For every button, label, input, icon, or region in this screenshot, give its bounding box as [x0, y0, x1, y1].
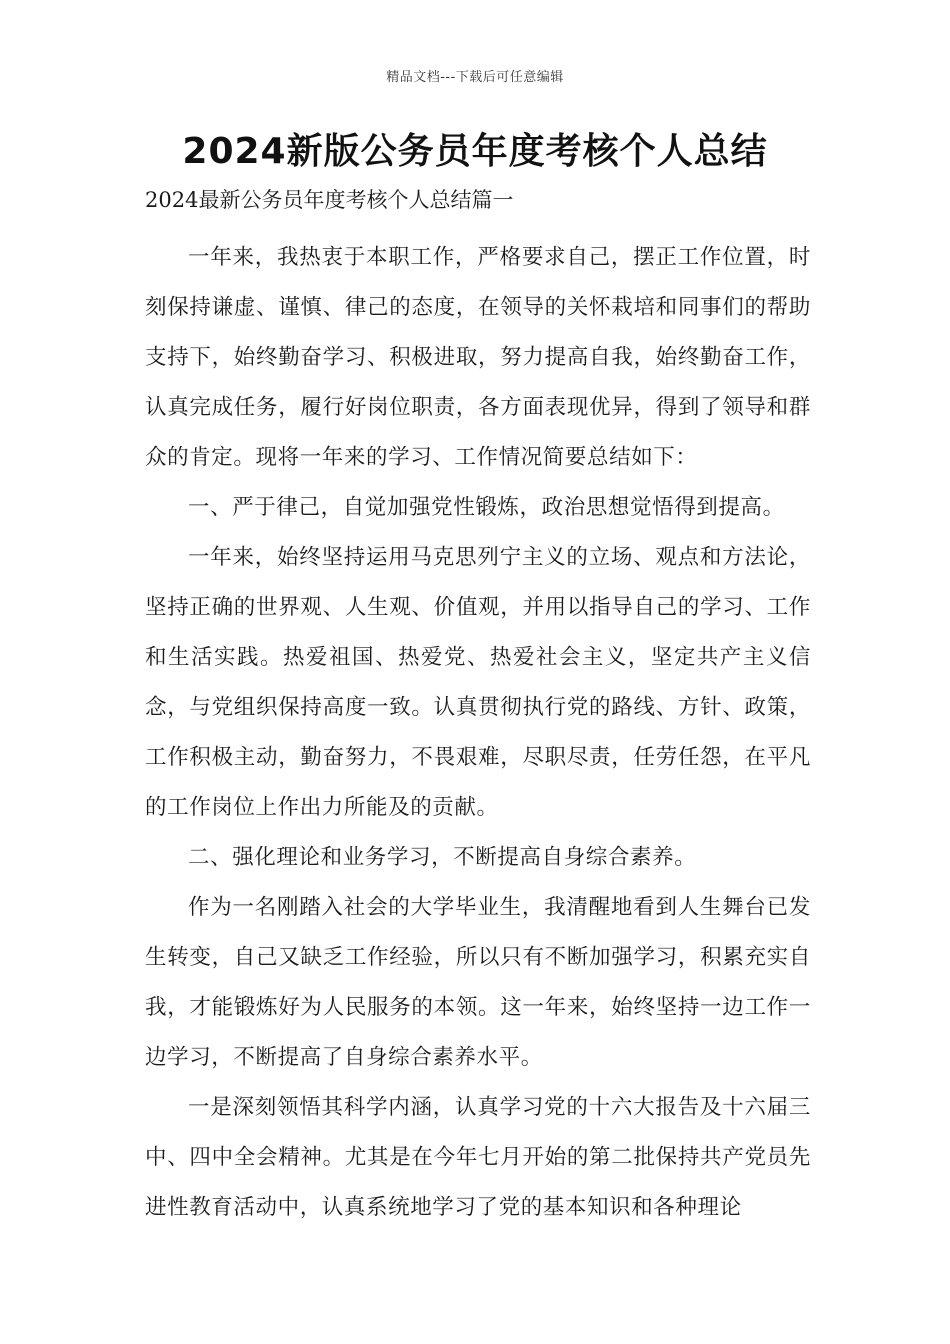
paragraph-section-2-point-1: 一是深刻领悟其科学内涵，认真学习党的十六大报告及十六届三中、四中全会精神。尤其是在今年七月开始的第二批保持共产党员先进性教育活动中，认真系统地学习了党的基本知识和各种理论 — [145, 1095, 811, 1220]
paragraph-section-1: 一年来，始终坚持运用马克思列宁主义的立场、观点和方法论，坚持正确的世界观、人生观、价值观，并用以指导自己的学习、工作和生活实践。热爱祖国、热爱党、热爱社会主义，坚定共产主义信念，与党组织保持高度一致。认真贯彻执行党的路线、方针、政策，工作积极主动，勤奋努力，不畏艰难，尽职尽责，任劳任怨，在平凡的工作岗位上作出力所能及的贡献。 — [145, 545, 811, 820]
document-body — [145, 233, 811, 1233]
paragraph-intro: 一年来，我热衷于本职工作，严格要求自己，摆正工作位置，时刻保持谦虚、谨慎、律己的态度，在领导的关怀栽培和同事们的帮助支持下，始终勤奋学习、积极进取，努力提高自我，始终勤奋工作，认真完成任务，履行好岗位职责，各方面表现优异，得到了领导和群众的肯定。现将一年来的学习、工作情况简要总结如下： — [145, 245, 811, 470]
section-heading-1: 一、严于律己，自觉加强党性锻炼，政治思想觉悟得到提高。 — [188, 495, 785, 520]
document-title: 2024新版公务员年度考核个人总结 — [182, 131, 768, 172]
paragraph-section-2: 作为一名刚踏入社会的大学毕业生，我清醒地看到人生舞台已发生转变，自己又缺乏工作经验，所以只有不断加强学习，积累充实自我，才能锻炼好为人民服务的本领。这一年来，始终坚持一边工作一边学习，不断提高了自身综合素养水平。 — [145, 895, 811, 1070]
section-heading-2: 二、强化理论和业务学习，不断提高自身综合素养。 — [188, 845, 697, 870]
header-note: 精品文档---下载后可任意编辑 — [386, 70, 564, 85]
document-subtitle: 2024最新公务员年度考核个人总结篇一 — [145, 188, 514, 212]
